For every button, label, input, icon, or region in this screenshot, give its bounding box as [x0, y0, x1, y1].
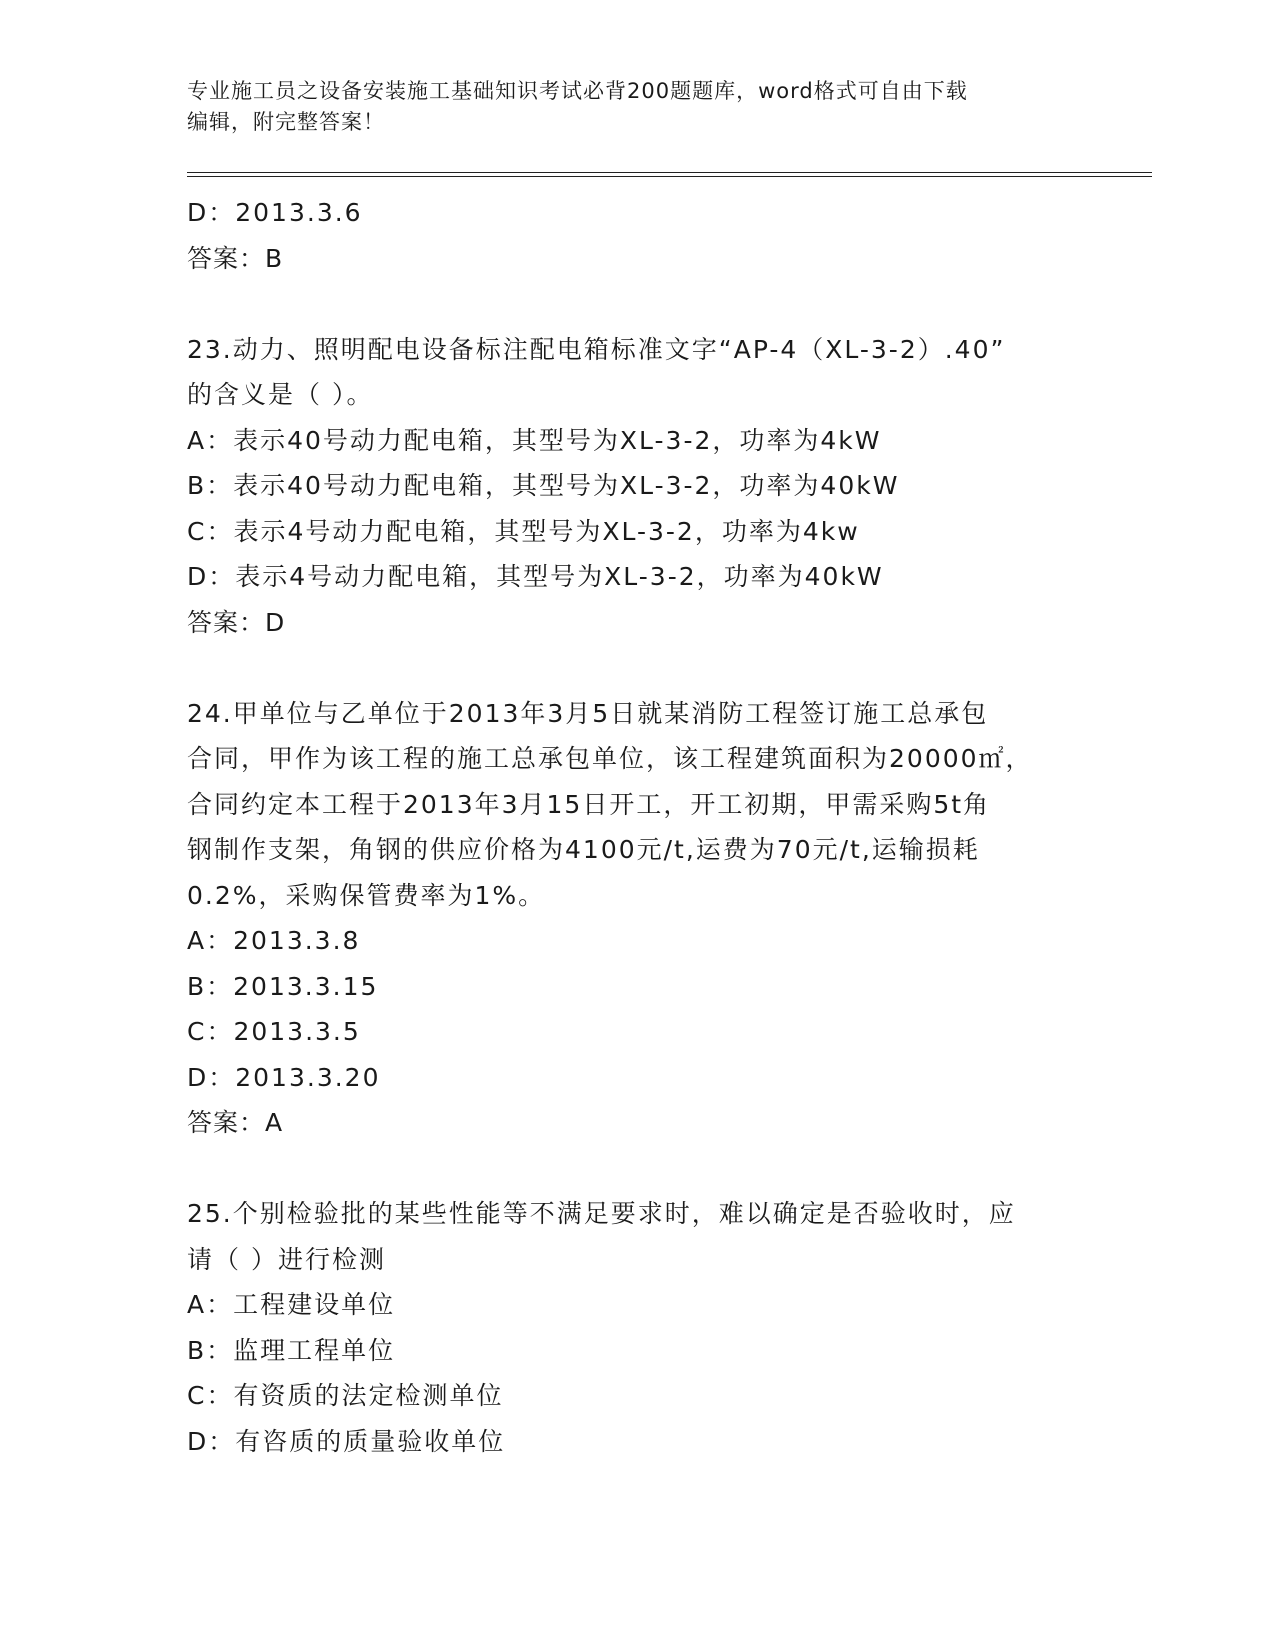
option-d: D：2013.3.6	[187, 198, 363, 227]
question-stem-line: 的含义是（ ）。	[187, 380, 374, 409]
option-a: A：2013.3.8	[187, 926, 361, 955]
spacer	[187, 645, 1087, 691]
option-d: D：有咨质的质量验收单位	[187, 1426, 506, 1456]
header-title-line-2: 编辑，附完整答案！	[187, 110, 385, 134]
option-d: D：表示4号动力配电箱，其型号为XL-3-2，功率为40kW	[187, 562, 884, 591]
header-rule-top	[187, 172, 1152, 173]
spacer	[187, 1146, 1087, 1192]
question-23	[187, 327, 1087, 646]
question-stem-line: 合同约定本工程于2013年3月15日开工，开工初期，甲需采购5t角	[187, 789, 991, 819]
question-stem-line: 23.动力、照明配电设备标注配电箱标准文字“AP-4（XL-3-2）.40”	[187, 334, 1006, 364]
spacer	[187, 281, 1087, 327]
question-24	[187, 691, 1087, 1146]
option-a: A：工程建设单位	[187, 1290, 396, 1319]
header-rule-bottom	[187, 176, 1152, 177]
option-b: B：表示40号动力配电箱，其型号为XL-3-2，功率为40kW	[187, 471, 900, 500]
question-stem-line: 24.甲单位与乙单位于2013年3月5日就某消防工程签订施工总承包	[187, 698, 989, 728]
question-stem-line: 钢制作支架，角钢的供应价格为4100元/t,运费为70元/t,运输损耗	[187, 835, 980, 864]
question-stem-line: 请（ ）进行检测	[187, 1244, 386, 1274]
header-title-line-1: 专业施工员之设备安装施工基础知识考试必背200题题库，word格式可自由下载	[187, 79, 968, 103]
question-stem-line: 合同，甲作为该工程的施工总承包单位，该工程建筑面积为20000㎡，	[187, 744, 1033, 773]
option-c: C：有资质的法定检测单位	[187, 1381, 504, 1410]
option-c: C：2013.3.5	[187, 1017, 361, 1046]
option-d: D：2013.3.20	[187, 1062, 381, 1092]
answer-line: 答案：A	[187, 1108, 284, 1137]
answer-line: 答案：B	[187, 243, 284, 273]
question-stem-line: 25.个别检验批的某些性能等不满足要求时，难以确定是否验收时，应	[187, 1199, 1016, 1228]
option-b: B：2013.3.15	[187, 971, 379, 1001]
option-b: B：监理工程单位	[187, 1335, 396, 1365]
question-content	[187, 190, 1087, 1464]
answer-line: 答案：D	[187, 607, 286, 637]
question-stem-line: 0.2%，采购保管费率为1%。	[187, 880, 546, 910]
document-header	[187, 76, 1067, 138]
option-c: C：表示4号动力配电箱，其型号为XL-3-2，功率为4kw	[187, 516, 860, 546]
option-a: A：表示40号动力配电箱，其型号为XL-3-2，功率为4kW	[187, 425, 882, 455]
question-25	[187, 1191, 1087, 1464]
